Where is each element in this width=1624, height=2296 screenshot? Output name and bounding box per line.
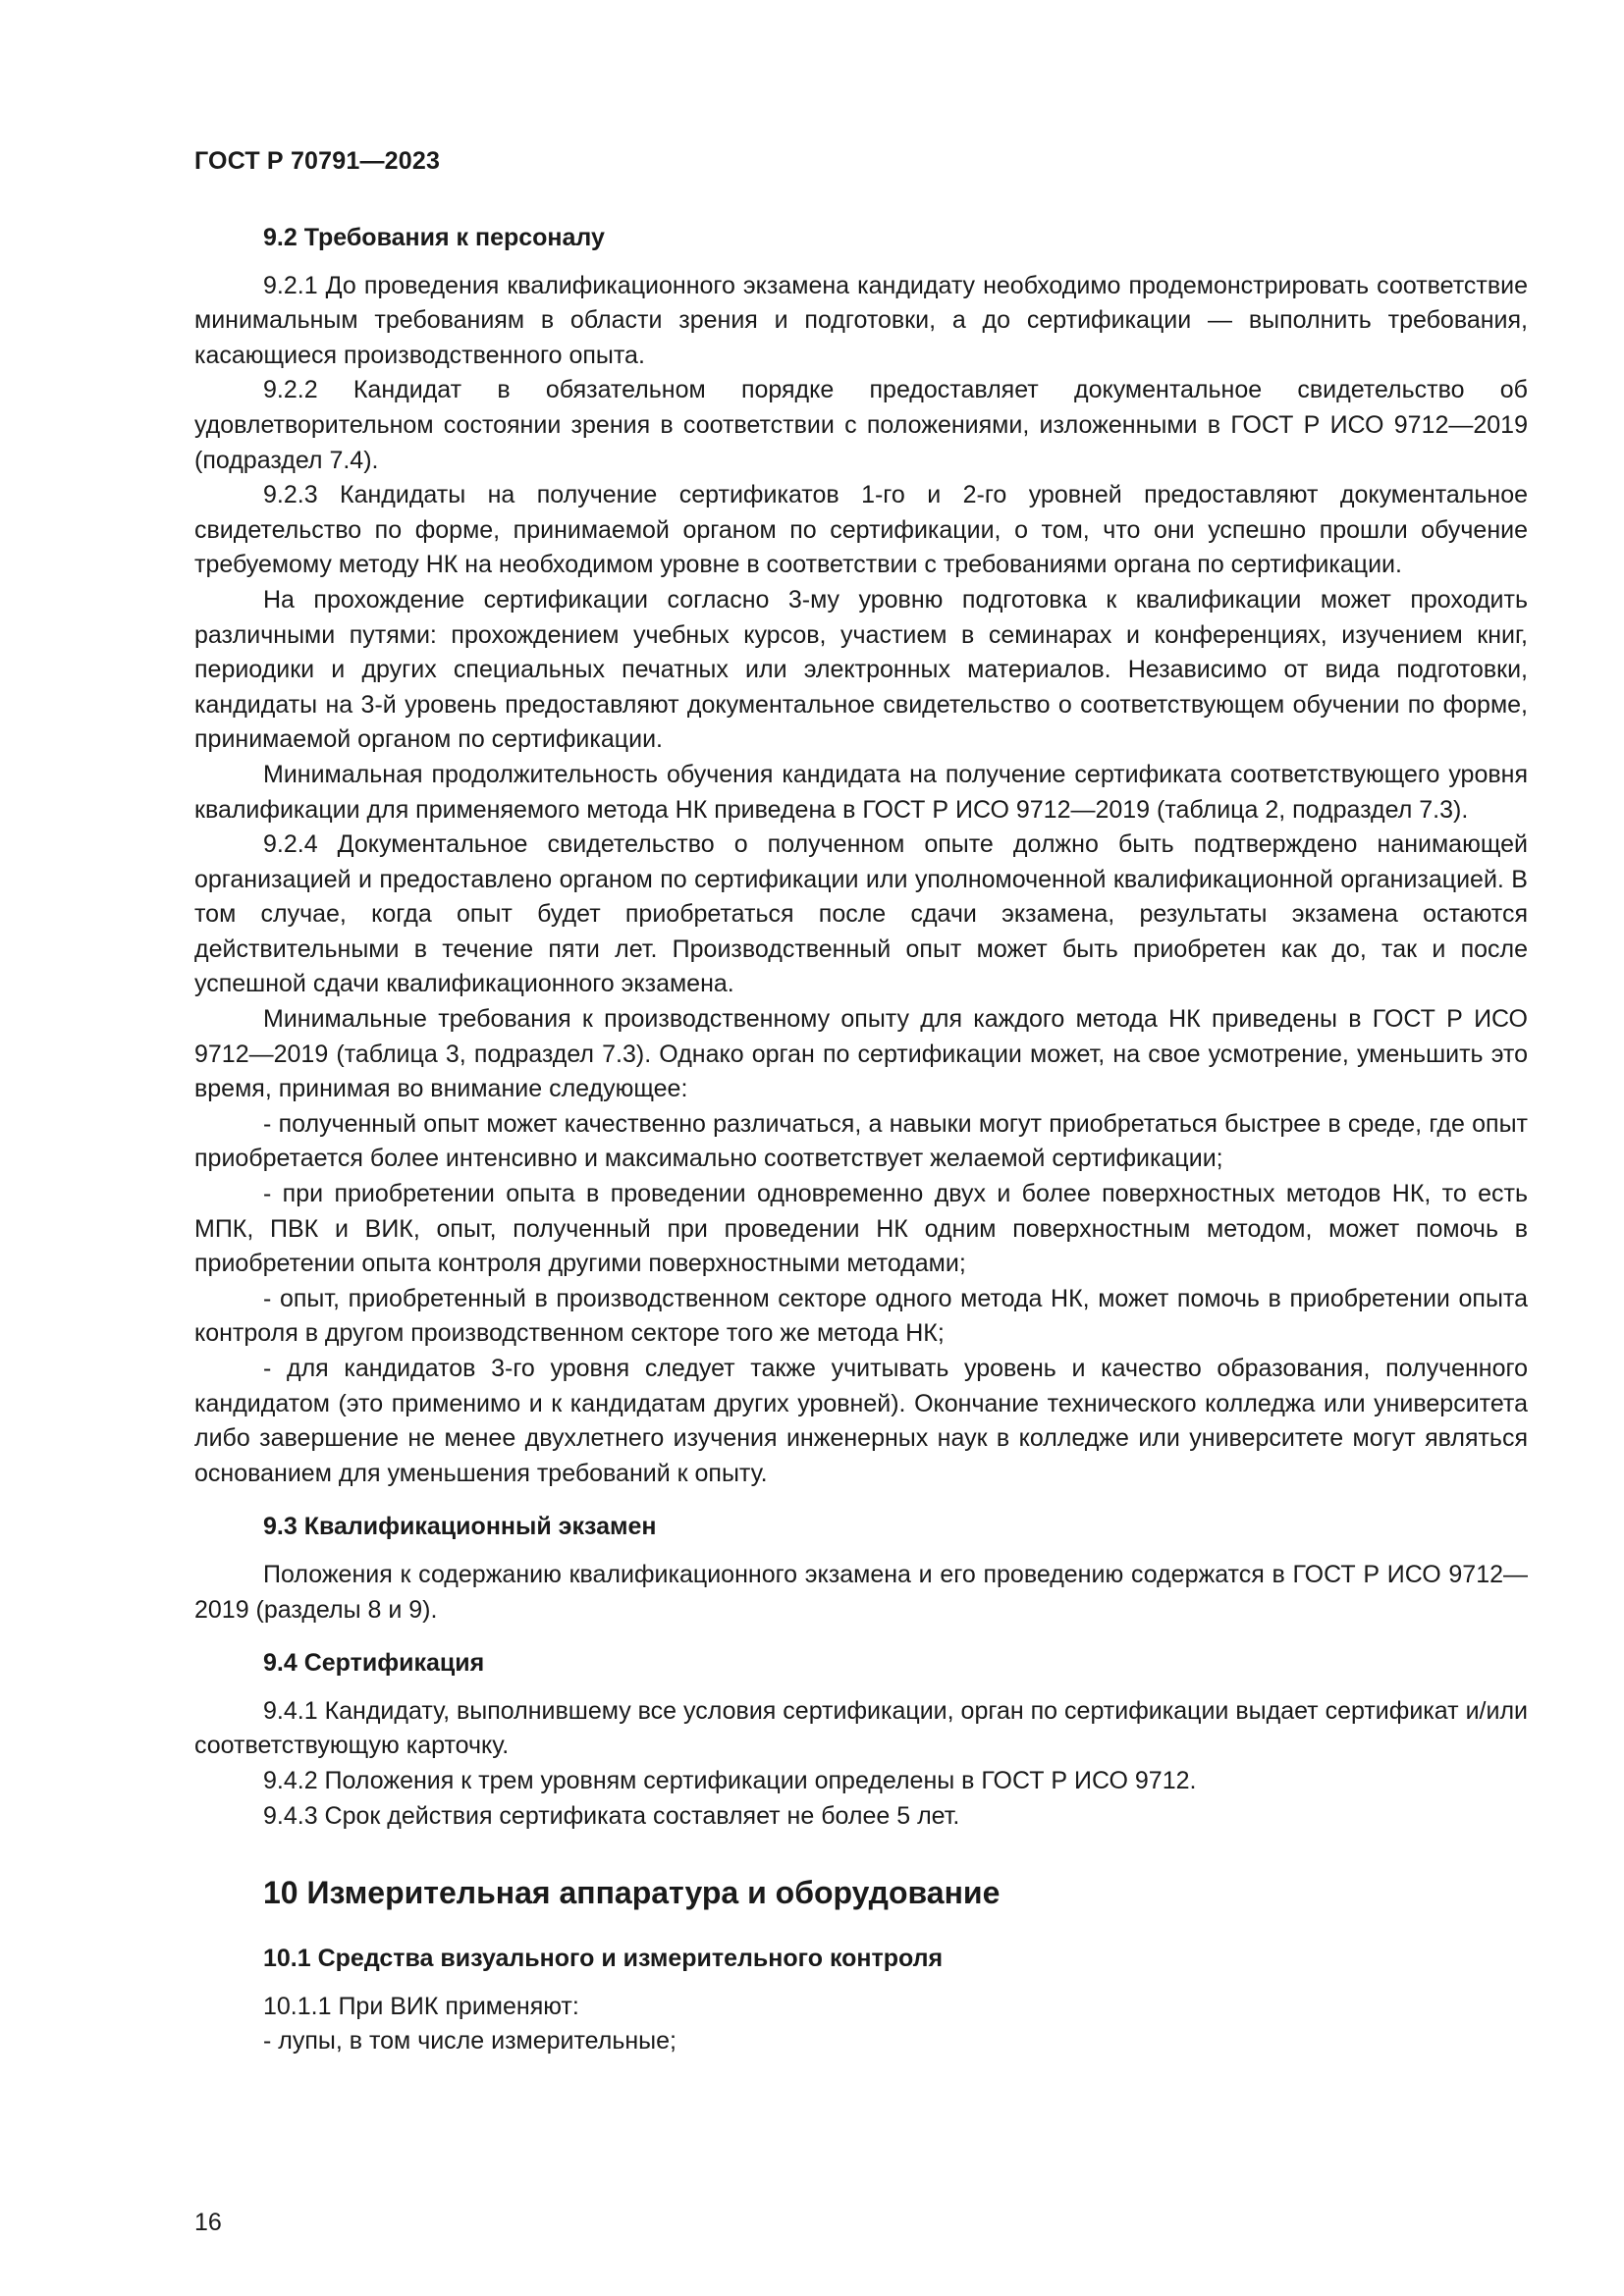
paragraph-9-2-2: 9.2.2 Кандидат в обязательном порядке предоставляет документальное свидетельство об удовлетворительном состоянии зрения в соответствии с положениями, изложенными в ГОСТ Р ИСО 9712—2019 (подраздел 7.4). <box>194 376 1528 474</box>
paragraph-9-4-1: 9.4.1 Кандидату, выполнившему все условия сертификации, орган по сертификации выдает сертификат и/или соответствующую карточку. <box>194 1696 1528 1760</box>
paragraph-9-2-3: 9.2.3 Кандидаты на получение сертификатов 1-го и 2-го уровней предоставляют документальное свидетельство по форме, принимаемой органом по сертификации, о том, что они успешно прошли обучение требуемому методу НК на необходимом уровне в соответствии с требованиями органа по сертификации. <box>194 481 1528 579</box>
section-heading-9-2: 9.2 Требования к персоналу <box>263 224 605 251</box>
list-item-production-sector: - опыт, приобретенный в производственном секторе одного метода НК, может помочь в приобретении опыта контроля в другом производственном секторе того же метода НК; <box>194 1284 1528 1348</box>
paragraph-10-1-1: 10.1.1 При ВИК применяют: <box>263 1992 579 2020</box>
paragraph-level3-training: На прохождение сертификации согласно 3-му уровню подготовка к квалификации может проходить различными путями: прохождением учебных курсов, участием в семинарах и конференциях, изучением книг, периодики и других специальных печатных или электронных материалов. Независимо от вида подготовки, кандидаты на 3-й уровень предоставляют документальное свидетельство о соответствующем обучении по форме, принимаемой органом по сертификации. <box>194 585 1528 754</box>
list-item-surface-methods: - при приобретении опыта в проведении одновременно двух и более поверхностных методов НК, то есть МПК, ПВК и ВИК, опыт, полученный при проведении НК одним поверхностным методом, может помочь в приобретении опыта контроля другими поверхностными методами; <box>194 1180 1528 1278</box>
paragraph-min-experience: Минимальные требования к производственному опыту для каждого метода НК приведены в ГОСТ Р ИСО 9712—2019 (таблица 3, подраздел 7.3). Однако орган по сертификации может, на свое усмотрение, уменьшить это время, принимая во внимание следующее: <box>194 1005 1528 1103</box>
page-number: 16 <box>194 2209 222 2236</box>
section-heading-9-3: 9.3 Квалификационный экзамен <box>263 1513 657 1541</box>
list-item-level3-education: - для кандидатов 3-го уровня следует также учитывать уровень и качество образования, полученного кандидатом (это применимо и к кандидатам других уровней). Окончание технического колледжа или университета либо завершение не менее двухлетнего изучения инженерных наук в колледже или университете могут являться основанием для уменьшения требований к опыту. <box>194 1355 1528 1487</box>
paragraph-min-duration: Минимальная продолжительность обучения кандидата на получение сертификата соответствующего уровня квалификации для применяемого метода НК приведена в ГОСТ Р ИСО 9712—2019 (таблица 2, подраздел 7.3). <box>194 760 1528 824</box>
paragraph-9-3: Положения к содержанию квалификационного экзамена и его проведению содержатся в ГОСТ Р ИСО 9712—2019 (разделы 8 и 9). <box>194 1560 1528 1624</box>
section-heading-10-1: 10.1 Средства визуального и измерительного контроля <box>263 1945 944 1973</box>
document-header-code: ГОСТ Р 70791—2023 <box>194 147 441 175</box>
list-item-experience-quality: - полученный опыт может качественно различаться, а навыки могут приобретаться быстрее в среде, где опыт приобретается более интенсивно и максимально соответствует желаемой сертификации; <box>194 1109 1528 1173</box>
list-item-magnifiers: - лупы, в том числе измерительные; <box>263 2027 677 2056</box>
paragraph-9-2-1: 9.2.1 До проведения квалификационного экзамена кандидату необходимо продемонстрировать соответствие минимальным требованиям в области зрения и подготовки, а до сертификации — выполнить требования, касающиеся производственного опыта. <box>194 271 1528 369</box>
section-heading-9-4: 9.4 Сертификация <box>263 1649 485 1678</box>
paragraph-9-2-4: 9.2.4 Документальное свидетельство о полученном опыте должно быть подтверждено нанимающей организацией и предоставлено органом по сертификации или уполномоченной квалификационной организацией. В том случае, когда опыт будет приобретаться после сдачи экзамена, результаты экзамена остаются действительными в течение пяти лет. Производственный опыт может быть приобретен как до, так и после успешной сдачи квалификационного экзамена. <box>194 830 1528 998</box>
section-heading-10: 10 Измерительная аппаратура и оборудование <box>263 1875 1001 1911</box>
document-body <box>194 221 1528 2059</box>
paragraph-9-4-3: 9.4.3 Срок действия сертификата составляет не более 5 лет. <box>263 1801 960 1830</box>
paragraph-9-4-2: 9.4.2 Положения к трем уровням сертификации определены в ГОСТ Р ИСО 9712. <box>263 1766 1197 1794</box>
